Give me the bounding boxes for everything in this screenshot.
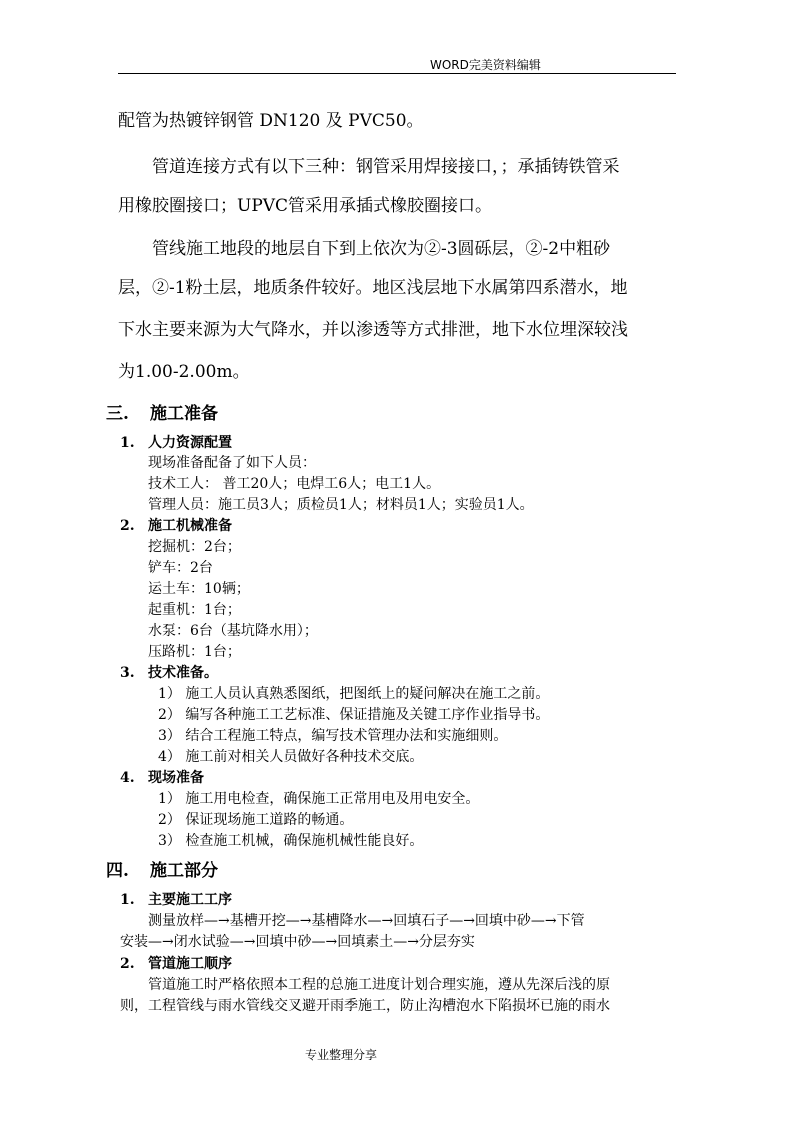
subsection-heading [120, 767, 204, 787]
subsection-number: 4. [120, 770, 135, 786]
list-line: 技术工人： 普工20人；电焊工6人；电工1人。 [148, 476, 441, 492]
subsection-title: 施工机械准备 [148, 518, 232, 534]
section-title: 施工部分 [150, 861, 218, 881]
section-title: 施工准备 [150, 404, 218, 424]
subsection-heading [120, 889, 232, 909]
list-line: 4） 施工前对相关人员做好各种技术交底。 [158, 749, 424, 765]
list-line: 管道施工时严格依照本工程的总施工进度计划合理实施，遵从先深后浅的原 [148, 977, 610, 993]
subsection-number: 2. [120, 956, 135, 972]
list-line: 安装—→闭水试验—→回填中砂—→回填素土—→分层夯实 [120, 934, 475, 950]
section-heading [106, 399, 218, 424]
subsection-number: 3. [120, 665, 135, 681]
subsection-title: 技术准备。 [148, 665, 218, 681]
list-line: 测量放样—→基槽开挖—→基槽降水—→回填石子—→回填中砂—→下管 [148, 913, 585, 929]
list-line: 挖掘机：2台； [148, 539, 241, 555]
list-line: 起重机：1台； [148, 602, 241, 618]
list-line: 管理人员：施工员3人；质检员1人；材料员1人；实验员1人。 [148, 497, 534, 513]
body-paragraph-line: 管线施工地段的地层自下到上依次为②-3圆砾层，②-2中粗砂 [152, 239, 611, 259]
subsection-heading [120, 662, 218, 682]
subsection-title: 主要施工工序 [148, 892, 232, 908]
body-paragraph-line: 为1.00-2.00m。 [118, 362, 250, 382]
section-number: 三. [106, 404, 129, 424]
subsection-heading [120, 515, 232, 535]
body-paragraph-line: 配管为热镀锌钢管 DN120 及 PVC50。 [118, 111, 424, 131]
body-paragraph-line: 层，②-1粉土层，地质条件较好。地区浅层地下水属第四系潜水，地 [118, 278, 628, 298]
subsection-heading [120, 432, 232, 452]
subsection-number: 1. [120, 892, 135, 908]
list-line: 2） 保证现场施工道路的畅通。 [158, 812, 354, 828]
list-line: 压路机：1台； [148, 644, 241, 660]
list-line: 现场准备配备了如下人员： [148, 455, 316, 471]
section-heading [106, 856, 218, 881]
list-line: 则，工程管线与雨水管线交叉避开雨季施工，防止沟槽泡水下陷损坏已施的雨水 [120, 998, 610, 1014]
list-line: 1） 施工人员认真熟悉图纸，把图纸上的疑问解决在施工之前。 [158, 686, 550, 702]
subsection-title: 人力资源配置 [148, 435, 232, 451]
page-footer: 专业整理分享 [305, 1048, 378, 1062]
list-line: 运土车：10辆； [148, 581, 250, 597]
subsection-heading [120, 953, 232, 973]
section-number: 四. [106, 861, 129, 881]
subsection-number: 2. [120, 518, 135, 534]
body-paragraph-line: 管道连接方式有以下三种：钢管采用焊接接口，；承插铸铁管采 [152, 157, 620, 177]
subsection-title: 管道施工顺序 [148, 956, 232, 972]
list-line: 3） 检查施工机械，确保施机械性能良好。 [158, 833, 424, 849]
list-line: 2） 编写各种施工工艺标准、保证措施及关键工序作业指导书。 [158, 707, 550, 723]
header-divider [118, 73, 676, 74]
subsection-number: 1. [120, 435, 135, 451]
list-line: 铲车：2台 [148, 560, 213, 576]
list-line: 1） 施工用电检查，确保施工正常用电及用电安全。 [158, 791, 480, 807]
body-paragraph-line: 下水主要来源为大气降水，并以渗透等方式排泄，地下水位埋深较浅 [118, 320, 628, 340]
body-paragraph-line: 用橡胶圈接口；UPVC管采用承插式橡胶圈接口。 [118, 196, 493, 216]
page-header: WORD完美资料编辑 [430, 58, 541, 72]
subsection-title: 现场准备 [148, 770, 204, 786]
list-line: 3） 结合工程施工特点，编写技术管理办法和实施细则。 [158, 728, 508, 744]
list-line: 水泵：6台（基坑降水用）； [148, 623, 318, 639]
